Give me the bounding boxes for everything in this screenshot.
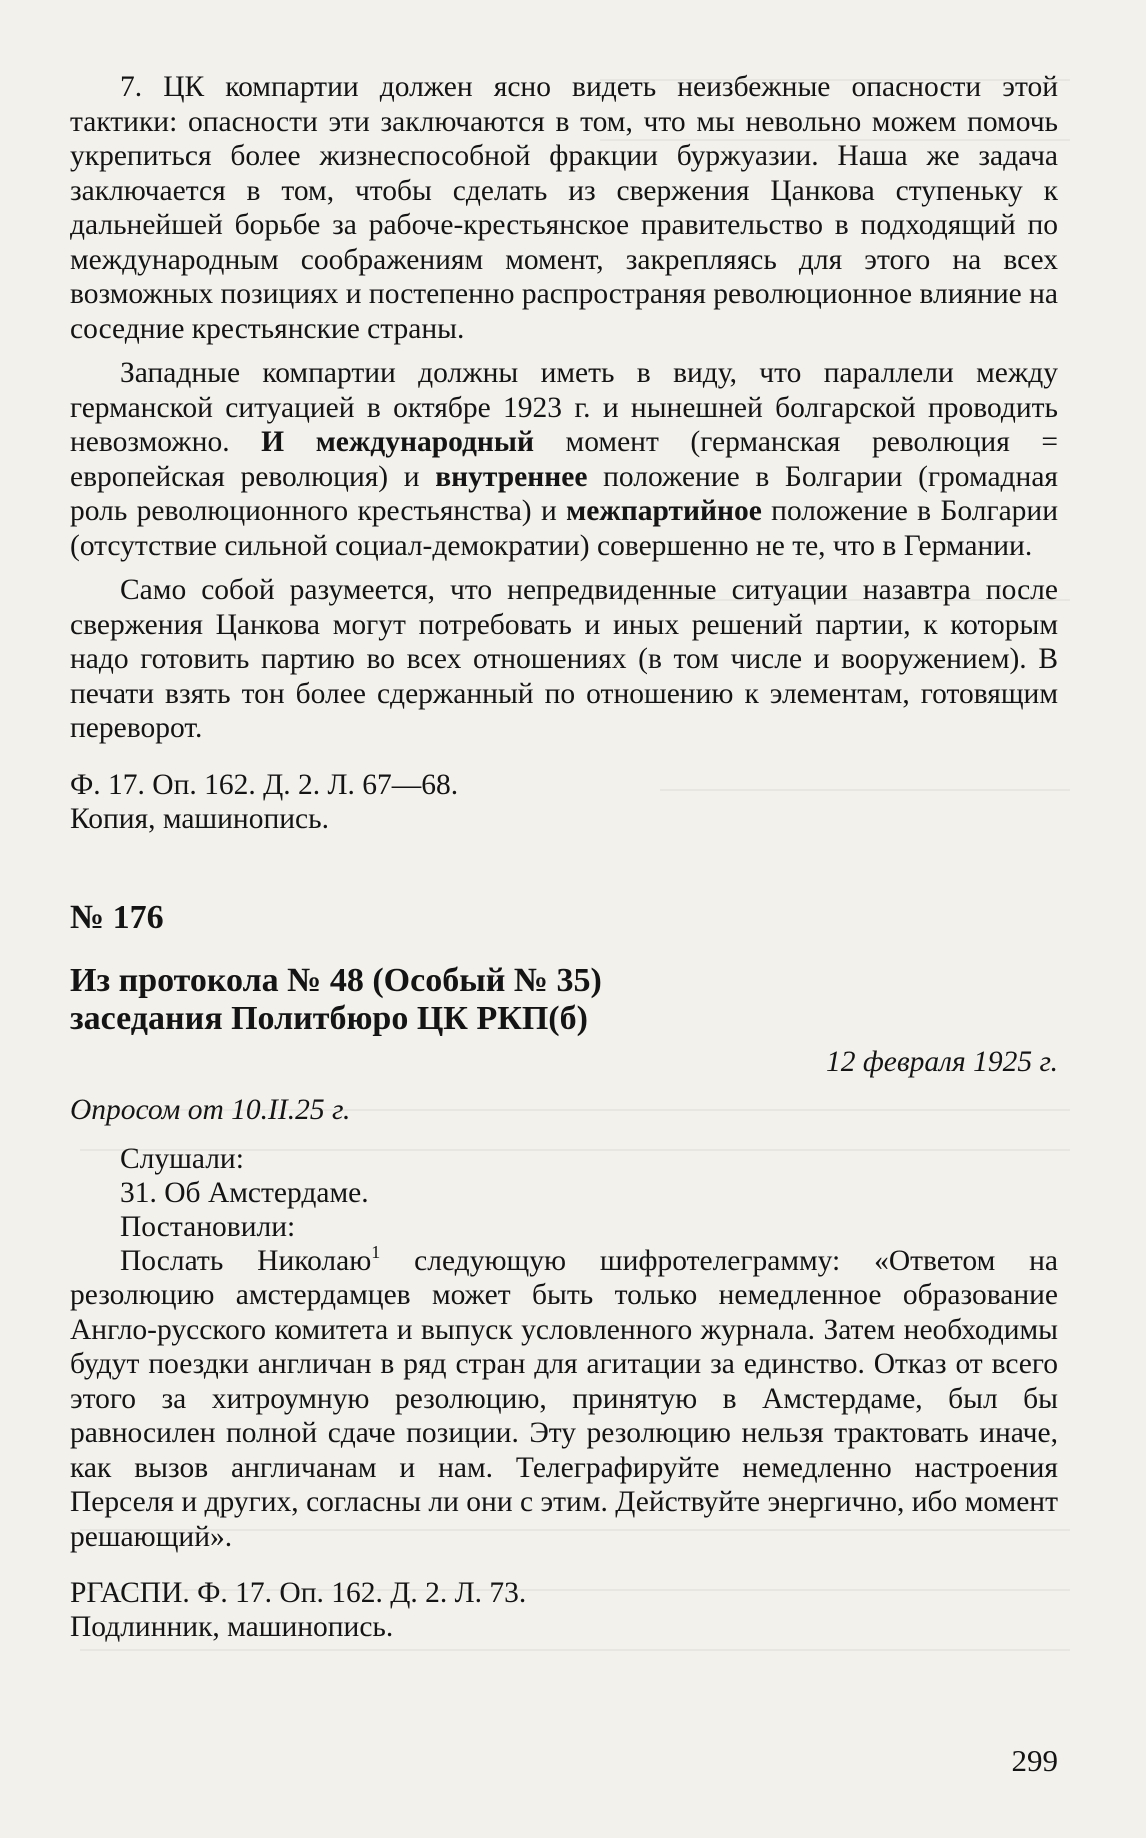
document-date: 12 февраля 1925 г.: [825, 1045, 1058, 1078]
archive-copy-type: Подлинник, машинопись.: [70, 1611, 394, 1643]
bold-phrase: внутреннее: [435, 460, 588, 493]
paragraph-unforeseen-situations: Само собой разумеется, что непредвиденные ситуации назавтра после свержения Цанкова могут потребовать и иных решений партии, к которым надо готовить партию во всех отношениях (в том числе и вооружением). В печати взять тон более сдержанный по отношению к элементам, готовящим переворот.: [70, 574, 1058, 744]
paragraph-point-7: 7. ЦК компартии должен ясно видеть неизбежные опасности этой тактики: опасности эти заключаются в том, что мы невольно можем помочь укрепиться более жизнеспособной фракции буржуазии. Наша же задача заключается в том, чтобы сделать из свержения Цанкова ступеньку к дальнейшей борьбе за рабоче-крестьянское правительство в подходящий по международным соображениям момент, закрепляясь для этого на всех возможных позициях и постепенно распространяя революционное влияние на соседние крестьянские страны.: [70, 71, 1059, 345]
decided-label: Постановили:: [120, 1210, 296, 1243]
agenda-item: 31. Об Амстердаме.: [120, 1176, 369, 1209]
document-title-line: Из протокола № 48 (Особый № 35): [70, 961, 602, 999]
text-segment: момент (германская революция = европейская революция) и: [70, 426, 1059, 493]
heard-label: Слушали:: [120, 1142, 244, 1175]
text-segment: положение в Болгарии (отсутствие сильной социал-демократии) совершенно не те, что в Германии.: [70, 495, 1058, 562]
footnote-marker: 1: [371, 1241, 381, 1262]
archive-citation: Ф. 17. Оп. 162. Д. 2. Л. 67—68.: [70, 768, 459, 801]
text-segment: следующую шифротелеграмму: «Ответом на резолюцию амстердамцев может быть только немедленное образование Англо-русского комитета и выпуск условленного журнала. Затем необходимы будут поездки англичан в ряд стран для агитации за единство. Отказ от всего этого за хитроумную резолюцию, принятую в Амстердаме, был бы равносилен полной сдаче позиции. Эту резолюцию нельзя трактовать иначе, как вызов англичанам и нам. Телеграфируйте немедленно настроения Перселя и других, согласны ли они с этим. Действуйте энергично, ибо момент решающий».: [70, 1244, 1058, 1553]
document-number: № 176: [70, 898, 164, 936]
poll-note: Опросом от 10.II.25 г.: [70, 1093, 351, 1126]
archive-copy-type: Копия, машинопись.: [70, 802, 329, 835]
document-title-line: заседания Политбюро ЦК РКП(б): [70, 999, 588, 1037]
decision-text: [70, 1241, 1058, 1555]
text-segment: Послать Николаю: [120, 1244, 372, 1277]
text-segment: положение в Болгарии (громадная роль революционного крестьянства) и: [70, 460, 1058, 527]
bold-phrase: межпартийное: [566, 495, 762, 527]
paragraph-western-parties: [70, 356, 1058, 563]
page-number: 299: [1011, 1743, 1058, 1778]
text-segment: Западные компартии должны иметь в виду, что параллели между германской ситуацией в октябре 1923 г. и нынешней болгарской проводить невозможно.: [70, 357, 1058, 458]
bold-phrase: И международный: [261, 426, 534, 458]
archive-reference-top: [70, 768, 1058, 836]
archive-reference-bottom: [70, 1576, 1058, 1644]
document-title: [70, 962, 1058, 1038]
archive-citation: РГАСПИ. Ф. 17. Оп. 162. Д. 2. Л. 73.: [70, 1577, 527, 1609]
